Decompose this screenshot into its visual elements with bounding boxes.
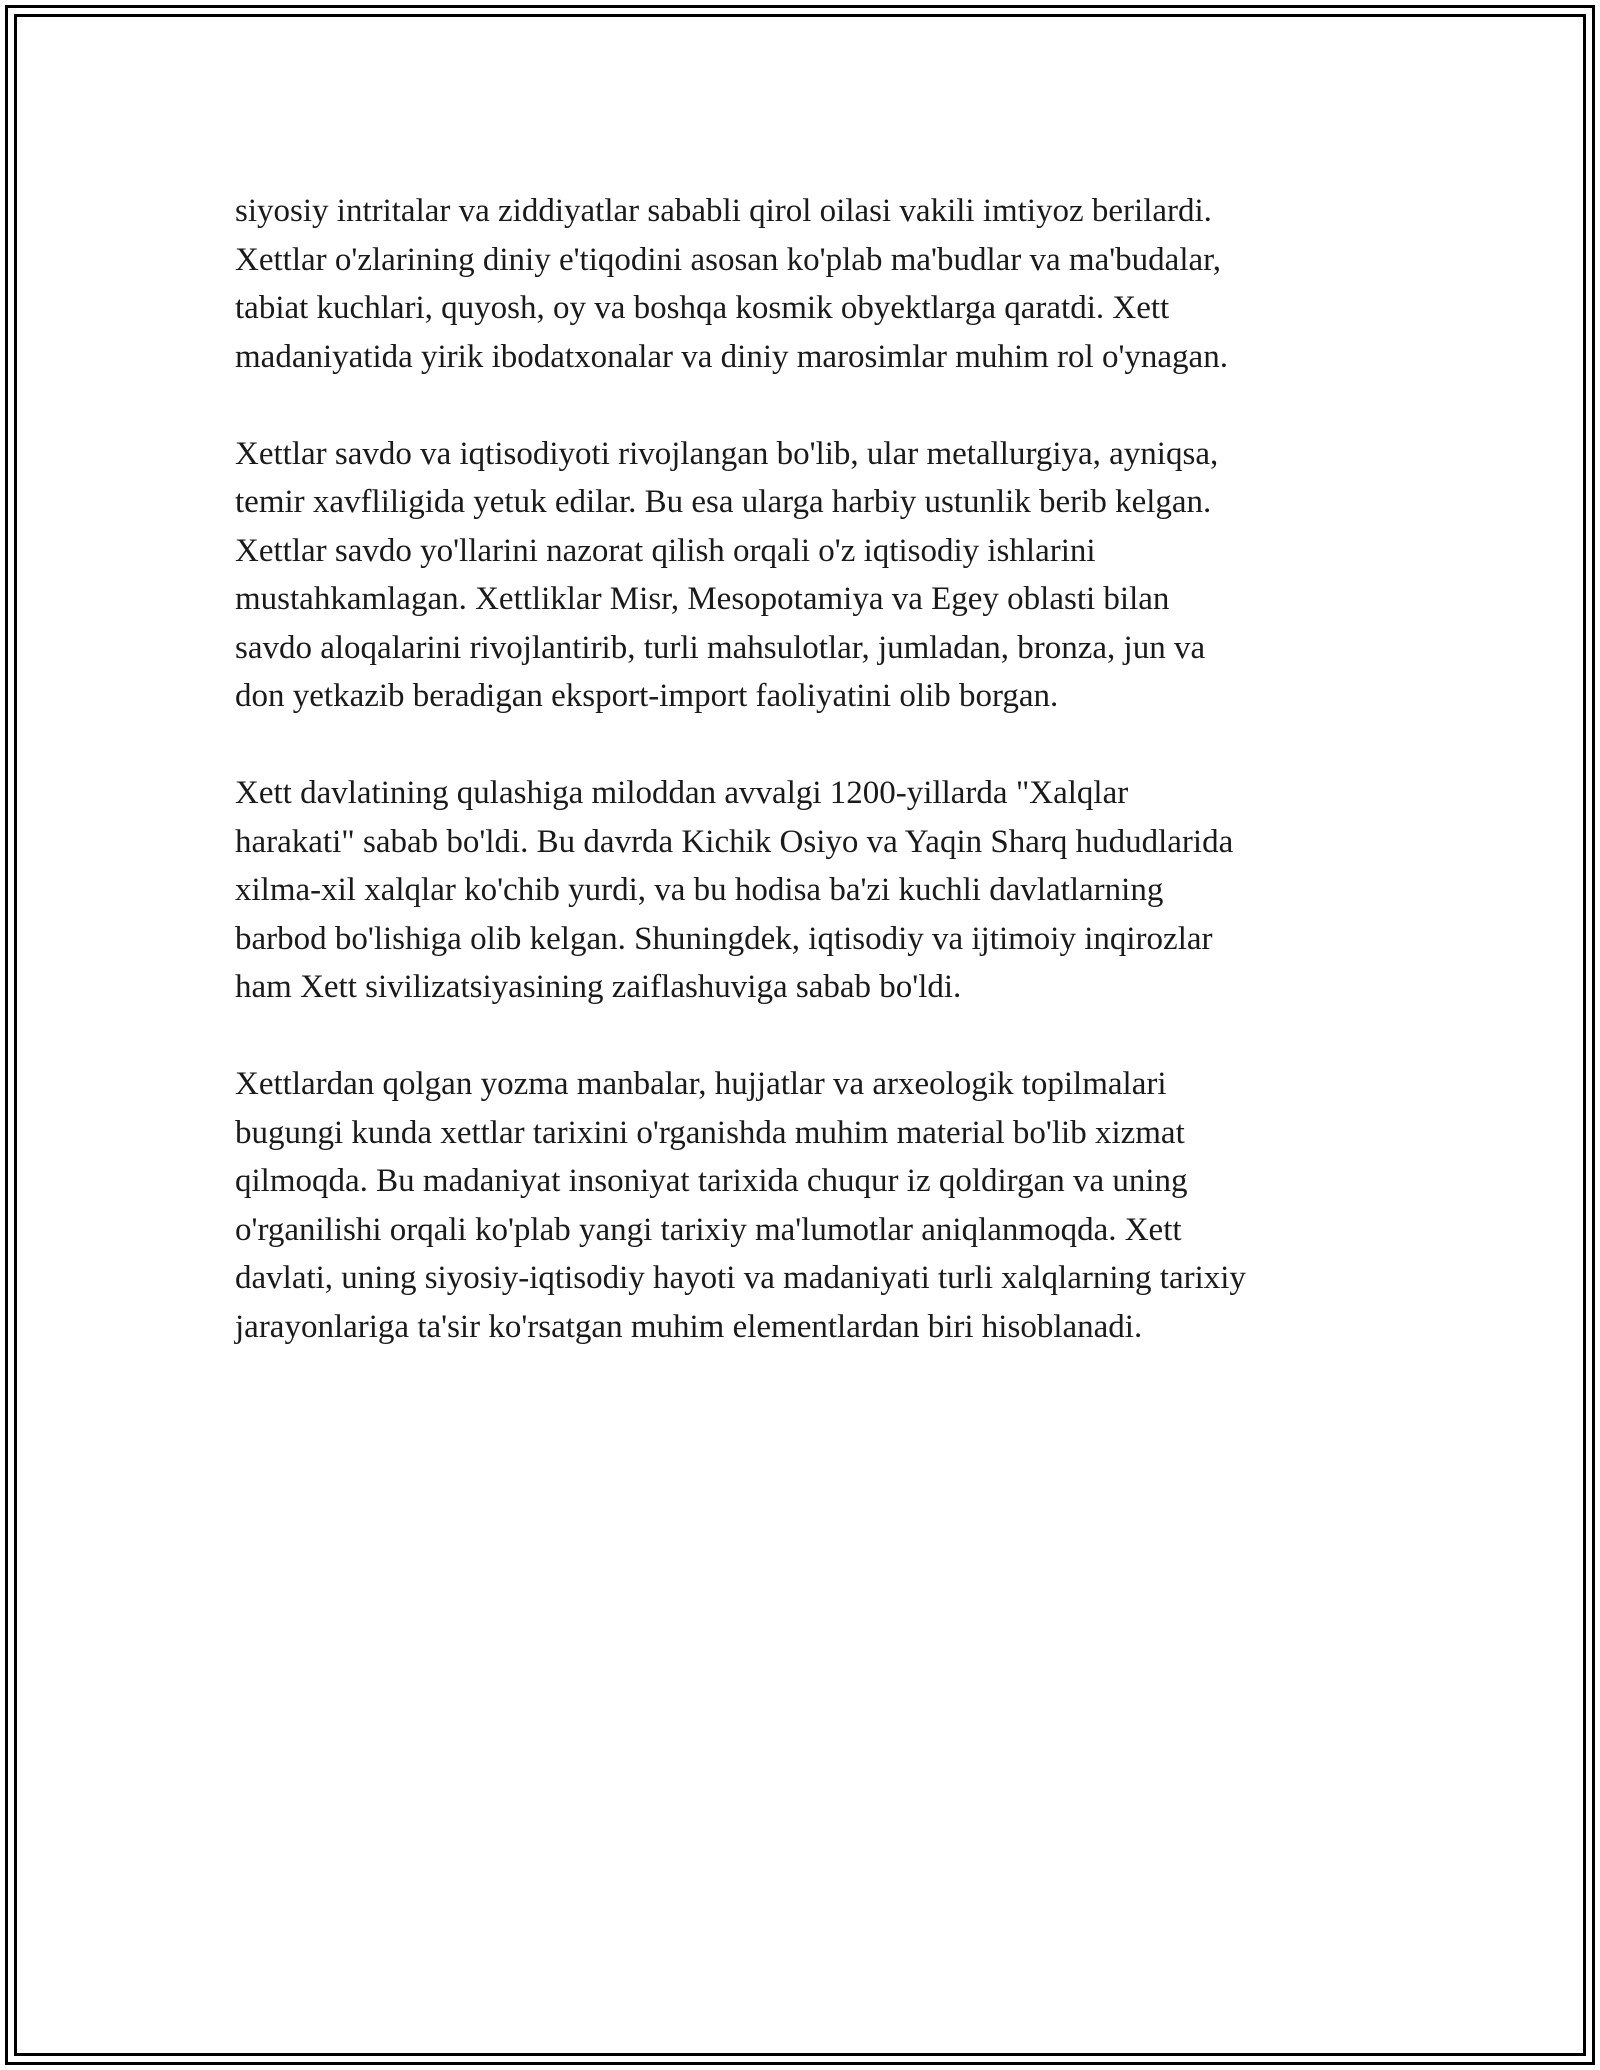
- paragraph-3: Xett davlatining qulashiga miloddan avvalgi 1200-yillarda "Xalqlar harakati" sabab bo'ldi. Bu davrda Kichik Osiyo va Yaqin Sharq hududlarida xilma-xil xalqlar ko'chib yurdi, va bu hodisa ba'zi kuchli davlatlarning barbod bo'lishiga olib kelgan. Shuningdek, iqtisodiy va ijtimoiy inqirozlar ham Xett sivilizatsiyasining zaiflashuviga sabab bo'ldi.: [235, 775, 1234, 1005]
- paragraph-4: Xettlardan qolgan yozma manbalar, hujjatlar va arxeologik topilmalari bugungi kunda xettlar tarixini o'rganishda muhim material bo'lib xizmat qilmoqda. Bu madaniyat insoniyat tarixida chuqur iz qoldirgan va uning o'rganilishi orqali ko'plab yangi tarixiy ma'lumotlar aniqlanmoqda. Xett davlati, uning siyosiy-iqtisodiy hayoti va madaniyati turli xalqlarning tarixiy jarayonlariga ta'sir ko'rsatgan muhim elementlardan biri hisoblanadi.: [235, 1066, 1246, 1345]
- document-body: [235, 187, 1375, 1400]
- paragraph-2: Xettlar savdo va iqtisodiyoti rivojlangan bo'lib, ular metallurgiya, ayniqsa, temir xavfliligida yetuk edilar. Bu esa ularga harbiy ustunlik berib kelgan. Xettlar savdo yo'llarini nazorat qilish orqali o'z iqtisodiy ishlarini mustahkamlagan. Xettliklar Misr, Mesopotamiya va Egey oblasti bilan savdo aloqalarini rivojlantirib, turli mahsulotlar, jumladan, bronza, jun va don yetkazib beradigan eksport-import faoliyatini olib borgan.: [235, 435, 1219, 714]
- paragraph-1: siyosiy intritalar va ziddiyatlar sababli qirol oilasi vakili imtiyoz berilardi. Xettlar o'zlarining diniy e'tiqodini asosan ko'plab ma'budlar va ma'budalar, tabiat kuchlari, quyosh, oy va boshqa kosmik obyektlarga qaratdi. Xett madaniyatida yirik ibodatxonalar va diniy marosimlar muhim rol o'ynagan.: [235, 193, 1228, 375]
